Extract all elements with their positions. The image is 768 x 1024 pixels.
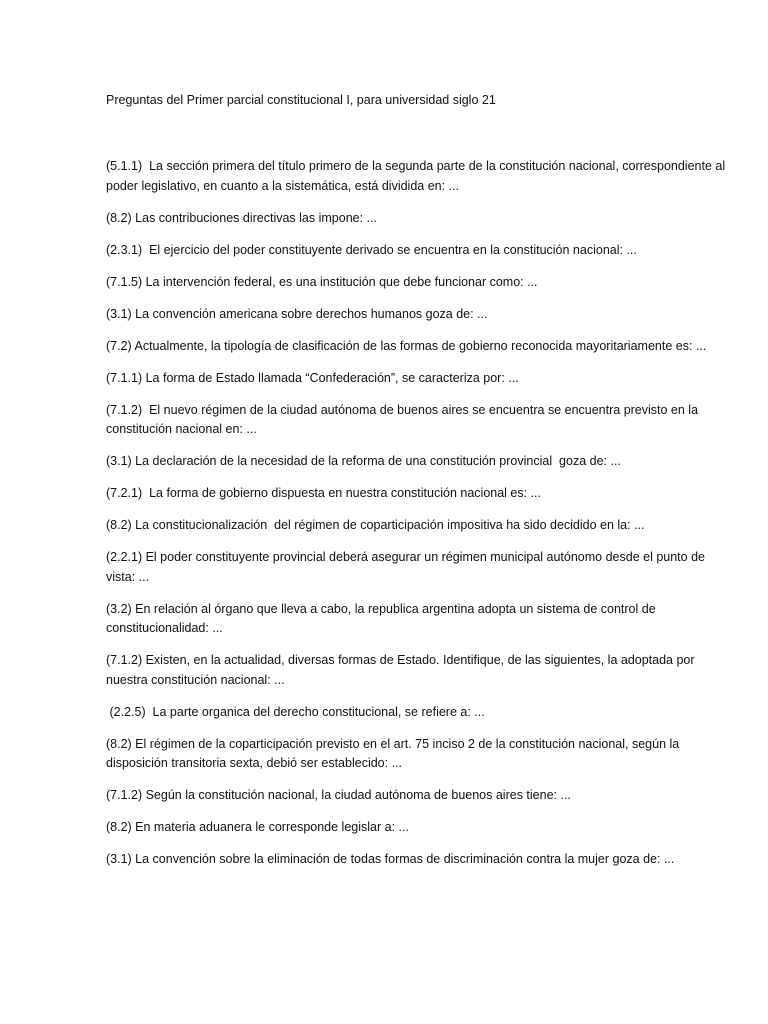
question-item: (3.1) La convención americana sobre derechos humanos goza de: ... xyxy=(106,306,488,321)
question-item: (3.1) La declaración de la necesidad de la reforma de una constitución provincial goza de: ... xyxy=(106,454,621,468)
question-item: (3.1) La convención sobre la eliminación de todas formas de discriminación contra la mujer goza de: ... xyxy=(106,852,675,866)
question-item: (8.2) El régimen de la coparticipación previsto en el art. 75 inciso 2 de la constitución nacional, según la disposición transitoria sexta, debió ser establecido: ... xyxy=(106,736,683,770)
question-item: (7.1.2) Según la constitución nacional, la ciudad autónoma de buenos aires tiene: ... xyxy=(106,788,571,802)
question-item: (7.2) Actualmente, la tipología de clasificación de las formas de gobierno reconocida mayoritariamente es: ... xyxy=(106,338,707,353)
document-page xyxy=(106,91,736,882)
question-item: (3.2) En relación al órgano que lleva a cabo, la republica argentina adopta un sistema de control de constitucionalidad: ... xyxy=(106,601,660,635)
question-list xyxy=(106,157,736,870)
question-item: (8.2) Las contribuciones directivas las impone: ... xyxy=(106,210,377,225)
question-item: (2.2.5) La parte organica del derecho constitucional, se refiere a: ... xyxy=(106,704,485,719)
question-item: (2.2.1) El poder constituyente provincial deberá asegurar un régimen municipal autónomo desde el punto de vista: ... xyxy=(106,550,709,584)
question-item: (7.1.5) La intervención federal, es una institución que debe funcionar como: ... xyxy=(106,274,538,289)
question-item: (7.2.1) La forma de gobierno dispuesta en nuestra constitución nacional es: ... xyxy=(106,486,541,500)
question-item: (7.1.1) La forma de Estado llamada “Confederación”, se caracteriza por: ... xyxy=(106,370,519,385)
question-item: (8.2) La constitucionalización del régimen de coparticipación impositiva ha sido decidido en la: ... xyxy=(106,518,645,532)
question-item: (8.2) En materia aduanera le corresponde legislar a: ... xyxy=(106,820,409,834)
question-item: (7.1.2) Existen, en la actualidad, diversas formas de Estado. Identifique, de las siguientes, la adoptada por nuestra constitución nacional: ... xyxy=(106,653,699,687)
question-item: (5.1.1) La sección primera del título primero de la segunda parte de la constitución nacional, correspondiente al poder legislativo, en cuanto a la sistemática, está dividida en: ... xyxy=(106,159,729,193)
question-item: (7.1.2) El nuevo régimen de la ciudad autónoma de buenos aires se encuentra se encuentra previsto en la constitución nacional en: ... xyxy=(106,402,702,436)
document-title: Preguntas del Primer parcial constitucional I, para universidad siglo 21 xyxy=(106,93,496,107)
question-item: (2.3.1) El ejercicio del poder constituyente derivado se encuentra en la constitución nacional: ... xyxy=(106,242,637,257)
